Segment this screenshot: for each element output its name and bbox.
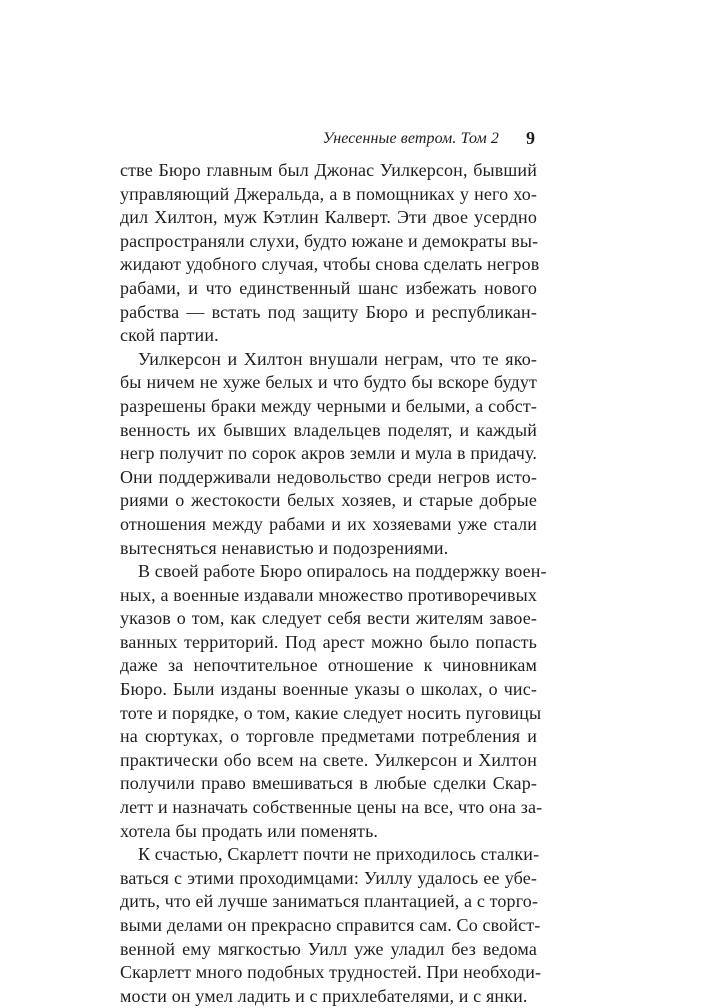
paragraph bbox=[120, 348, 537, 560]
text-line: получили право вмешиваться в любые сделки Скар- bbox=[120, 773, 537, 794]
paragraph bbox=[120, 560, 547, 843]
text-line: указов о том, как следует себя вести жителям завое- bbox=[120, 608, 537, 629]
text-line: даже за непочтительное отношение к чиновникам bbox=[120, 655, 537, 676]
running-title: Унесенные ветром. Том 2 bbox=[322, 130, 499, 147]
paragraph bbox=[120, 159, 540, 348]
text-line: на сюртуках, о торговле предметами потребления и bbox=[120, 726, 537, 747]
text-line: стве Бюро главным был Джонас Уилкерсон, бывший bbox=[120, 160, 537, 180]
running-head bbox=[100, 128, 537, 150]
text-line: вытесняться ненавистью и подозрениями. bbox=[120, 537, 449, 558]
text-line: ванных территорий. Под арест можно было попасть bbox=[120, 631, 537, 652]
text-line: К счастью, Скарлетт почти не приходилось сталки- bbox=[138, 844, 540, 865]
text-line: жидают удобного случая, чтобы снова сделать негров bbox=[120, 254, 540, 275]
text-line: ваться с этими проходимцами: Уиллу удалось ее убе- bbox=[120, 867, 537, 888]
text-line: риями о жестокости белых хозяев, и старые добрые bbox=[120, 490, 537, 511]
text-line: бы ничем не хуже белых и что будто бы вскоре будут bbox=[120, 372, 537, 393]
text-line: практически обо всем на свете. Уилкерсон и Хилтон bbox=[120, 749, 537, 770]
text-line: распространяли слухи, будто южане и демократы вы- bbox=[120, 230, 539, 251]
text-line: тоте и порядке, о том, какие следует носить пуговицы bbox=[120, 702, 542, 723]
text-line: негр получит по сорок акров земли и мула в придачу. bbox=[120, 443, 537, 464]
paragraph bbox=[120, 843, 542, 1008]
text-line: Скарлетт много подобных трудностей. При необходи- bbox=[120, 962, 542, 983]
text-line: управляющий Джеральда, а в помощниках у него хо- bbox=[120, 183, 537, 204]
text-line: мости он умел ладить и с прихлебателями, и с янки. bbox=[120, 985, 528, 1006]
text-line: рабства — встать под защиту Бюро и республикан- bbox=[120, 301, 537, 322]
text-line: летт и назначать собственные цены на все, что она за- bbox=[120, 797, 543, 818]
text-line: отношения между рабами и их хозяевами уже стали bbox=[120, 513, 537, 534]
text-line: дил Хилтон, муж Кэтлин Калверт. Эти двое усердно bbox=[120, 207, 537, 228]
text-line: В своей работе Бюро опиралось на поддержку воен- bbox=[138, 561, 547, 582]
text-line: ской партии. bbox=[120, 325, 219, 346]
text-line: разрешены браки между черными и белыми, а собст- bbox=[120, 395, 537, 416]
text-line: ных, а военные издавали множество противоречивых bbox=[120, 584, 537, 605]
text-line: венность их бывших владельцев поделят, и каждый bbox=[120, 419, 537, 440]
text-line: Бюро. Были изданы военные указы о школах, о чис- bbox=[120, 679, 537, 700]
body-text bbox=[120, 159, 547, 1008]
text-line: выми делами он прекрасно справится сам. Со свойст- bbox=[120, 915, 541, 935]
text-line: хотела бы продать или поменять. bbox=[120, 820, 379, 841]
text-line: Уилкерсон и Хилтон внушали неграм, что те яко- bbox=[138, 348, 537, 369]
text-line: венной ему мягкостью Уилл уже уладил без ведома bbox=[120, 938, 537, 959]
text-line: Они поддерживали недовольство среди негров исто- bbox=[120, 466, 537, 487]
text-line: рабами, и что единственный шанс избежать нового bbox=[120, 277, 537, 298]
page-number: 9 bbox=[526, 128, 535, 148]
text-line: дить, что ей лучше заниматься плантацией, а с торго- bbox=[120, 891, 539, 912]
